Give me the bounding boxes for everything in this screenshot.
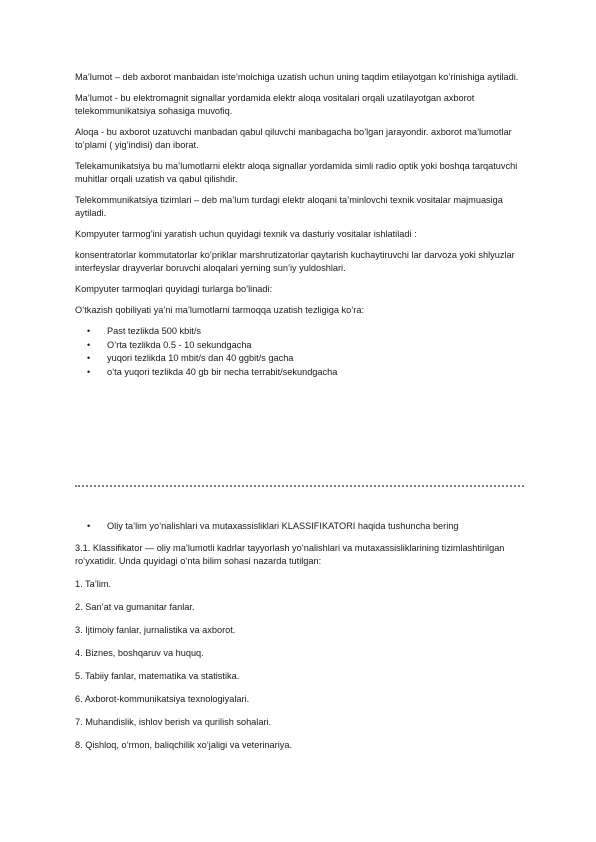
classifier-question: • Oliy ta’lim yo’nalishlari va mutaxassisliklari KLASSIFIKATORI haqida tushuncha bering bbox=[75, 520, 524, 533]
list-item-text: yuqori tezlikda 10 mbit/s dan 40 ggbit/s gacha bbox=[107, 353, 294, 363]
list-item bbox=[75, 352, 524, 366]
list-item: 2. San’at va gumanitar fanlar. bbox=[75, 602, 195, 612]
list-item-text: O’rta tezlikda 0.5 - 10 sekundgacha bbox=[107, 339, 252, 350]
dotted-separator bbox=[75, 485, 524, 487]
paragraph-tizimlari: Telekommunikatsiya tizimlari – deb ma’lum turdagi elektr aloqani ta’minlovchi texnik vositalar majmuasiga aytiladi. bbox=[75, 195, 503, 218]
list-item: 6. Axborot-kommunikatsiya texnologiyalari. bbox=[75, 694, 250, 704]
paragraph-malumot-signals: Ma’lumot - bu elektromagnit signallar yordamida elektr aloqa vositalari orqali uzatilayotgan axborot telekommunikatsiya sohasiga muvofiq. bbox=[75, 93, 475, 116]
list-item bbox=[75, 325, 524, 339]
speed-bullet-list bbox=[75, 325, 524, 379]
list-item: 5. Tabiiy fanlar, matematika va statistika. bbox=[75, 671, 240, 681]
paragraph-malumot-definition: Ma’lumot – deb axborot manbaidan iste’molchiga uzatish uchun uning taqdim etilayotgan ko’rinishiga aytiladi. bbox=[75, 72, 519, 82]
list-item bbox=[75, 366, 524, 380]
list-item: 8. Qishloq, o‘rmon, baliqchilik xo‘jaligi va veterinariya. bbox=[75, 740, 293, 750]
classifier-intro: 3.1. Klassifikator — oliy ma’lumotli kadrlar tayyorlash yo‘nalishlari va mutaxassisliklarining tizimlashtirilgan ro‘yxatidir. Unda quyidagi o‘nta bilim sohasi nazarda tutilgan: bbox=[75, 543, 505, 566]
list-item bbox=[75, 339, 524, 353]
list-item-text: Past tezlikda 500 kbit/s bbox=[107, 326, 201, 336]
paragraph-otkazish-qobiliyati: O’tkazish qobiliyati ya’ni ma’lumotlarni tarmoqqa uzatish tezligiga ko’ra: bbox=[75, 305, 365, 315]
list-item: 4. Biznes, boshqaruv va huquq. bbox=[75, 648, 204, 658]
list-item: 7. Muhandislik, ishlov berish va qurilish sohalari. bbox=[75, 717, 272, 727]
list-item-text: o’ta yuqori tezlikda 40 gb bir necha terrabit/sekundgacha bbox=[107, 366, 338, 377]
paragraph-aloqa: Aloqa - bu axborot uzatuvchi manbadan qabul qiluvchi manbagacha bo’lgan jarayondir. axborot ma’lumotlar to’plami ( yig’indisi) dan iborat. bbox=[75, 127, 512, 150]
paragraph-tarmoq-turlari: Kompyuter tarmoqlari quyidagi turlarga bo’linadi: bbox=[75, 284, 273, 294]
list-item: 3. Ijtimoiy fanlar, jurnalistika va axborot. bbox=[75, 625, 236, 635]
paragraph-telekommunikatsiya: Telekamunikatsiya bu ma’lumotlarni elektr aloqa signallar yordamida simli radio optik yoki boshqa tarqatuvchi muhitlar orqali uzatish va qabul qilishdir. bbox=[75, 161, 518, 184]
list-item: 1. Ta’lim. bbox=[75, 579, 112, 589]
paragraph-tarmoq-vositalari: Kompyuter tarmog’ini yaratish uchun quyidagi texnik va dasturiy vositalar ishlatiladi : bbox=[75, 229, 417, 239]
classifier-section bbox=[75, 520, 524, 762]
paragraph-konsentratorlar: konsentratorlar kommutatorlar ko’priklar marshrutizatorlar qaytarish kuchaytiruvchi lar darvoza yoki shlyuzlar interfeyslar drayverlar boruvchi aloqalari yerning sun’iy yuldoshlari. bbox=[75, 250, 515, 273]
